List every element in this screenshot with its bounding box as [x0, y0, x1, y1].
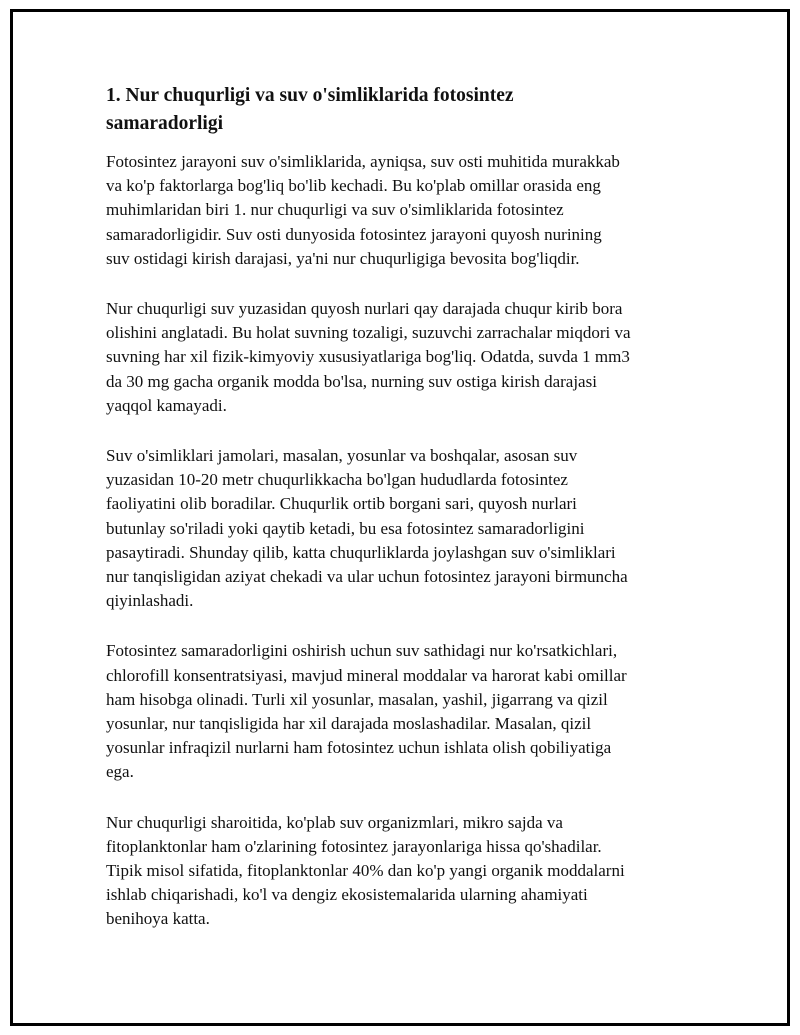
paragraph-line: yaqqol kamayadi. — [106, 395, 227, 415]
paragraph-line: suvning har xil fizik-kimyoviy xususiyatlariga bog'liq. Odatda, suvda 1 mm3 — [106, 347, 630, 367]
paragraph-line: chlorofill konsentratsiyasi, mavjud mineral moddalar va harorat kabi omillar — [106, 665, 627, 685]
paragraph-line: Tipik misol sifatida, fitoplanktonlar 40% dan ko'p yangi organik moddalarni — [106, 861, 625, 881]
paragraph-line: ham hisobga olinadi. Turli xil yosunlar, masalan, yashil, jigarrang va qizil — [106, 689, 608, 709]
paragraph-line: qiyinlashadi. — [106, 591, 194, 611]
document-title — [106, 82, 686, 138]
paragraph-line: Nur chuqurligi sharoitida, ko'plab suv organizmlari, mikro sajda va — [106, 812, 563, 832]
paragraph-line: Fotosintez jarayoni suv o'simliklarida, ayniqsa, suv osti muhitida murakkab — [106, 152, 620, 171]
paragraph-line: yosunlar infraqizil nurlarni ham fotosintez uchun ishlata olish qobiliyatiga — [106, 738, 612, 758]
paragraph-line: yosunlar, nur tanqisligida har xil darajada moslashadilar. Masalan, qizil — [106, 714, 592, 734]
paragraph-line: nur tanqisligidan aziyat chekadi va ular uchun fotosintez jarayoni birmuncha — [106, 567, 628, 587]
paragraph-line: Suv o'simliklari jamolari, masalan, yosunlar va boshqalar, asosan suv — [106, 446, 578, 466]
paragraph-5 — [106, 811, 686, 932]
paragraph-line: benihoya katta. — [106, 909, 210, 929]
paragraph-2 — [106, 297, 686, 418]
paragraph-line: suv ostidagi kirish darajasi, ya'ni nur chuqurligiga bevosita bog'liqdir. — [106, 248, 580, 268]
paragraph-line: samaradorligidir. Suv osti dunyosida fotosintez jarayoni quyosh nurining — [106, 224, 602, 244]
paragraph-line: faoliyatini olib boradilar. Chuqurlik ortib borgani sari, quyosh nurlari — [106, 494, 577, 514]
title-line-2: samaradorligi — [106, 113, 223, 134]
paragraph-line: butunlay so'riladi yoki qaytib ketadi, bu esa fotosintez samaradorligini — [106, 518, 585, 538]
paragraph-line: Nur chuqurligi suv yuzasidan quyosh nurlari qay darajada chuqur kirib bora — [106, 299, 623, 319]
paragraph-3 — [106, 444, 686, 613]
paragraph-line: muhimlaridan biri 1. nur chuqurligi va suv o'simliklarida fotosintez — [106, 200, 564, 220]
paragraph-line: yuzasidan 10-20 metr chuqurlikkacha bo'lgan hududlarda fotosintez — [106, 470, 568, 490]
document-body — [106, 82, 686, 958]
paragraph-line: olishini anglatadi. Bu holat suvning tozaligi, suzuvchi zarrachalar miqdori va — [106, 323, 631, 343]
paragraph-line: va ko'p faktorlarga bog'liq bo'lib kechadi. Bu ko'plab omillar orasida eng — [106, 176, 601, 196]
paragraph-4 — [106, 639, 686, 784]
paragraph-line: ishlab chiqarishadi, ko'l va dengiz ekosistemalarida ularning ahamiyati — [106, 885, 588, 905]
paragraph-1 — [106, 150, 686, 271]
paragraph-line: pasaytiradi. Shunday qilib, katta chuqurliklarda joylashgan suv o'simliklari — [106, 542, 616, 562]
paragraph-line: fitoplanktonlar ham o'zlarining fotosintez jarayonlariga hissa qo'shadilar. — [106, 836, 602, 856]
paragraph-line: Fotosintez samaradorligini oshirish uchun suv sathidagi nur ko'rsatkichlari, — [106, 641, 618, 661]
paragraph-line: da 30 mg gacha organik modda bo'lsa, nurning suv ostiga kirish darajasi — [106, 371, 597, 391]
paragraph-line: ega. — [106, 762, 134, 782]
title-line-1: 1. Nur chuqurligi va suv o'simliklarida fotosintez — [106, 85, 514, 106]
